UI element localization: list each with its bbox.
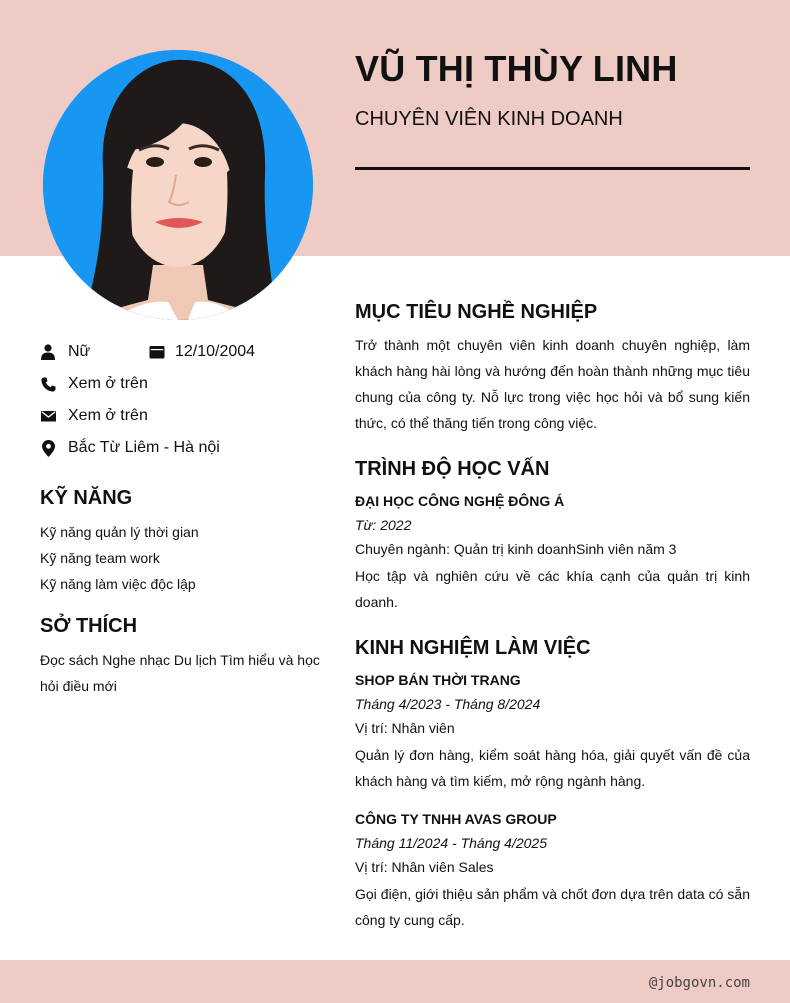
hobbies-text: Đọc sách Nghe nhạc Du lịch Tìm hiểu và học hỏi điều mới — [40, 652, 320, 694]
phone-value: Xem ở trên — [68, 375, 148, 392]
education-date: Từ: 2022 — [355, 517, 412, 533]
calendar-icon — [149, 344, 165, 360]
candidate-name: VŨ THỊ THÙY LINH — [355, 48, 678, 89]
skill-item: Kỹ năng team work — [40, 550, 160, 566]
education-heading: TRÌNH ĐỘ HỌC VẤN — [355, 458, 550, 480]
job-company: SHOP BÁN THỜI TRANG — [355, 672, 521, 688]
hobbies-heading: SỞ THÍCH — [40, 615, 138, 637]
contact-gender — [40, 341, 90, 363]
contact-address — [40, 437, 220, 459]
job-date: Tháng 11/2024 - Tháng 4/2025 — [355, 835, 548, 851]
objective-text: Trở thành một chuyên viên kinh doanh chuyên nghiệp, làm khách hàng hài lòng và hướng đến hoàn thành những mục tiêu chung của công ty. Nỗ lực trong việc học hỏi và bổ sung kiến thức, có thể thăng tiến trong công việc. — [355, 337, 750, 431]
skill-item: Kỹ năng quản lý thời gian — [40, 524, 199, 540]
user-icon — [40, 344, 56, 360]
job-position: Vị trí: Nhân viên — [355, 720, 455, 736]
skills-heading: KỸ NĂNG — [40, 487, 133, 509]
experience-heading: KINH NGHIỆM LÀM VIỆC — [355, 637, 591, 659]
contact-email — [40, 405, 148, 427]
email-value: Xem ở trên — [68, 407, 148, 424]
gender-value: Nữ — [68, 343, 91, 360]
contact-phone — [40, 373, 148, 395]
job-date: Tháng 4/2023 - Tháng 8/2024 — [355, 696, 541, 712]
job-position: Vị trí: Nhân viên Sales — [355, 859, 494, 875]
title-divider — [355, 167, 750, 170]
candidate-role: CHUYÊN VIÊN KINH DOANH — [355, 108, 623, 130]
email-icon — [40, 408, 56, 424]
job-description: Quản lý đơn hàng, kiểm soát hàng hóa, giải quyết vấn đề của khách hàng và tìm kiếm, mở rộng ngành hàng. — [355, 747, 750, 789]
address-value: Bắc Từ Liêm - Hà nội — [68, 439, 220, 456]
phone-icon — [40, 376, 56, 392]
contact-birthday — [149, 341, 255, 363]
job-description: Gọi điện, giới thiệu sản phẩm và chốt đơn dựa trên data có sẵn công ty cung cấp. — [355, 886, 750, 928]
birthday-value: 12/10/2004 — [175, 343, 256, 360]
objective-heading: MỤC TIÊU NGHỀ NGHIỆP — [355, 301, 598, 323]
education-school: ĐẠI HỌC CÔNG NGHỆ ĐÔNG Á — [355, 493, 565, 509]
job-company: CÔNG TY TNHH AVAS GROUP — [355, 811, 557, 827]
skill-item: Kỹ năng làm việc độc lập — [40, 576, 196, 592]
profile-photo — [43, 50, 313, 320]
footer-credit: @jobgovn.com — [648, 975, 750, 991]
education-major: Chuyên ngành: Quản trị kinh doanhSinh viên năm 3 — [355, 541, 677, 557]
education-description: Học tập và nghiên cứu về các khía cạnh của quản trị kinh doanh. — [355, 568, 750, 610]
skills-list — [40, 519, 199, 597]
location-pin-icon — [40, 440, 56, 456]
